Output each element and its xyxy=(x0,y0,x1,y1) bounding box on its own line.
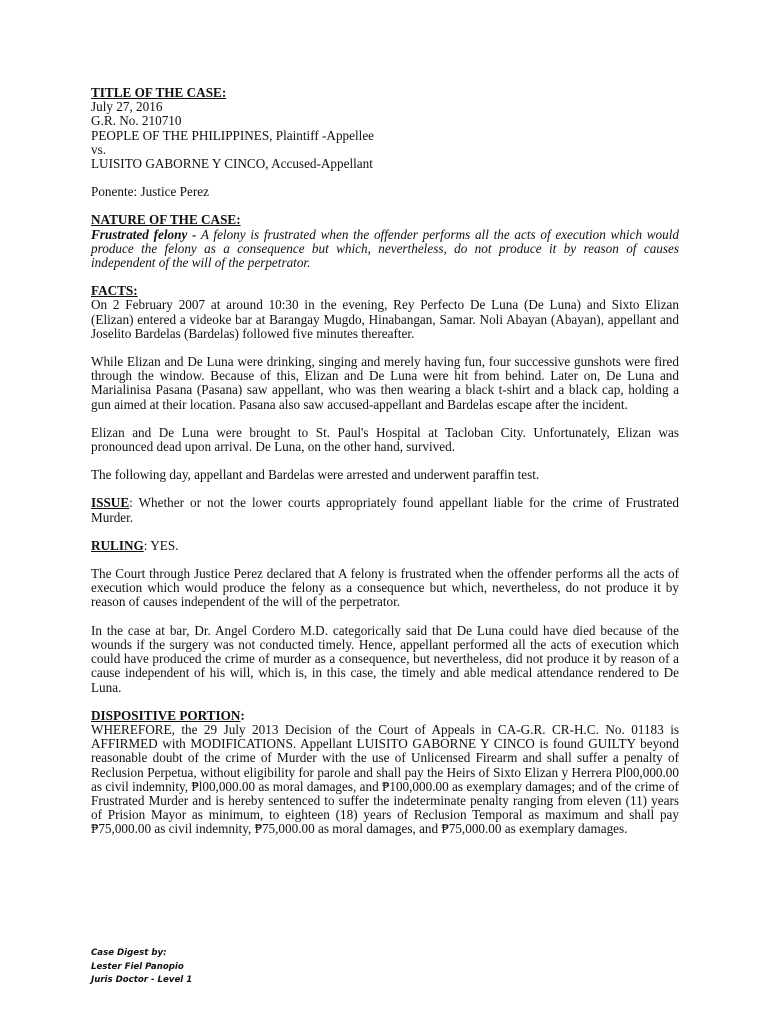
footer-digest-by: Case Digest by: xyxy=(91,948,167,958)
issue-paragraph xyxy=(91,496,679,524)
nature-paragraph xyxy=(91,228,679,271)
facts-paragraph-2: While Elizan and De Luna were drinking, singing and merely having fun, four successive gunshots were fired through the window. Because of this, Elizan and De Luna were hit from behind. Later on, De Luna and Marialinisa Pasana (Pasana) saw appellant, who was then wearing a black t-shirt and a black cap, holding a gun aimed at their location. Pasana also saw accused-appellant and Bardelas escape after the incident. xyxy=(91,354,679,412)
footer-credit xyxy=(91,947,192,988)
gr-number: G.R. No. 210710 xyxy=(91,113,182,129)
case-date: July 27, 2016 xyxy=(91,99,163,115)
footer-author: Lester Fiel Panopio xyxy=(91,961,184,972)
facts-paragraph-1: On 2 February 2007 at around 10:30 in the evening, Rey Perfecto De Luna (De Luna) and Sixto Elizan (Elizan) entered a videoke bar at Barangay Mugdo, Hinabangan, Samar. Noli Abayan (Abayan), appellant and Joselito Bardelas (Bardelas) followed five minutes thereafter. xyxy=(91,297,679,341)
accused-line: LUISITO GABORNE Y CINCO, Accused-Appellant xyxy=(91,156,373,172)
dispositive-heading-line xyxy=(91,709,679,723)
plaintiff-line: PEOPLE OF THE PHILIPPINES, Plaintiff -Appellee xyxy=(91,127,375,143)
dispositive-heading: DISPOSITIVE PORTION xyxy=(91,707,241,723)
versus-line: vs. xyxy=(91,141,107,157)
dispositive-colon: : xyxy=(240,707,245,723)
ruling-text: : YES. xyxy=(143,537,179,553)
facts-paragraph-4: The following day, appellant and Bardelas were arrested and underwent paraffin test. xyxy=(91,467,540,483)
ponente-line: Ponente: Justice Perez xyxy=(91,184,209,200)
footer-level: Juris Doctor - Level 1 xyxy=(91,975,193,986)
ruling-paragraph-2: In the case at bar, Dr. Angel Cordero M.D. categorically said that De Luna could have died because of the wounds if the surgery was not conducted timely. Hence, appellant performed all the acts of execution which could have produced the crime of murder as a consequence, but nevertheless, did not produce it by reason of a cause independent of his will, which is, in this case, the timely and able medical attendance rendered to De Luna. xyxy=(91,622,679,695)
dispositive-paragraph: WHEREFORE, the 29 July 2013 Decision of the Court of Appeals in CA-G.R. CR-H.C. No. 01183 is AFFIRMED with MODIFICATIONS. Appellant LUISITO GABORNE Y CINCO is found GUILTY beyond reasonable doubt of the crime of Murder with the use of Unlicensed Firearm and shall suffer a penalty of Reclusion Perpetua, without eligibility for parole and shall pay the Heirs of Sixto Elizan y Herrera Pl00,000.00 as civil indemnity, ₱l00,000.00 as moral damages, and ₱100,000.00 as exemplary damages; and of the crime of Frustrated Murder and is hereby sentenced to suffer the indeterminate penalty ranging from eleven (11) years of Prision Mayor as minimum, to eighteen (18) years of Reclusion Temporal as maximum and shall pay ₱75,000.00 as civil indemnity, ₱75,000.00 as moral damages, and ₱75,000.00 as exemplary damages. xyxy=(91,721,679,837)
ruling-paragraph-1: The Court through Justice Perez declared that A felony is frustrated when the offender performs all the acts of execution which would produce the felony as a consequence but which, nevertheless, do not produce it by reason of causes independent of the will of the perpetrator. xyxy=(91,566,679,610)
ruling-heading: RULING xyxy=(91,537,144,553)
issue-heading: ISSUE xyxy=(91,495,130,511)
issue-text: : Whether or not the lower courts appropriately found appellant liable for the crime of Frustrated Murder. xyxy=(91,495,679,525)
ruling-line xyxy=(91,539,679,553)
frustrated-felony-term: Frustrated felony - xyxy=(91,226,197,242)
facts-heading: FACTS: xyxy=(91,283,138,299)
nature-of-case-heading: NATURE OF THE CASE: xyxy=(91,212,241,228)
facts-paragraph-3: Elizan and De Luna were brought to St. Paul's Hospital at Tacloban City. Unfortunately, Elizan was pronounced dead upon arrival. De Luna, on the other hand, survived. xyxy=(91,424,679,455)
nature-definition: A felony is frustrated when the offender performs all the acts of execution which would produce the felony as a consequence but which, nevertheless, do not produce it by reason of causes independent of the will of the perpetrator. xyxy=(91,226,679,271)
title-of-case-heading: TITLE OF THE CASE: xyxy=(91,85,227,100)
case-digest-body xyxy=(91,86,679,837)
